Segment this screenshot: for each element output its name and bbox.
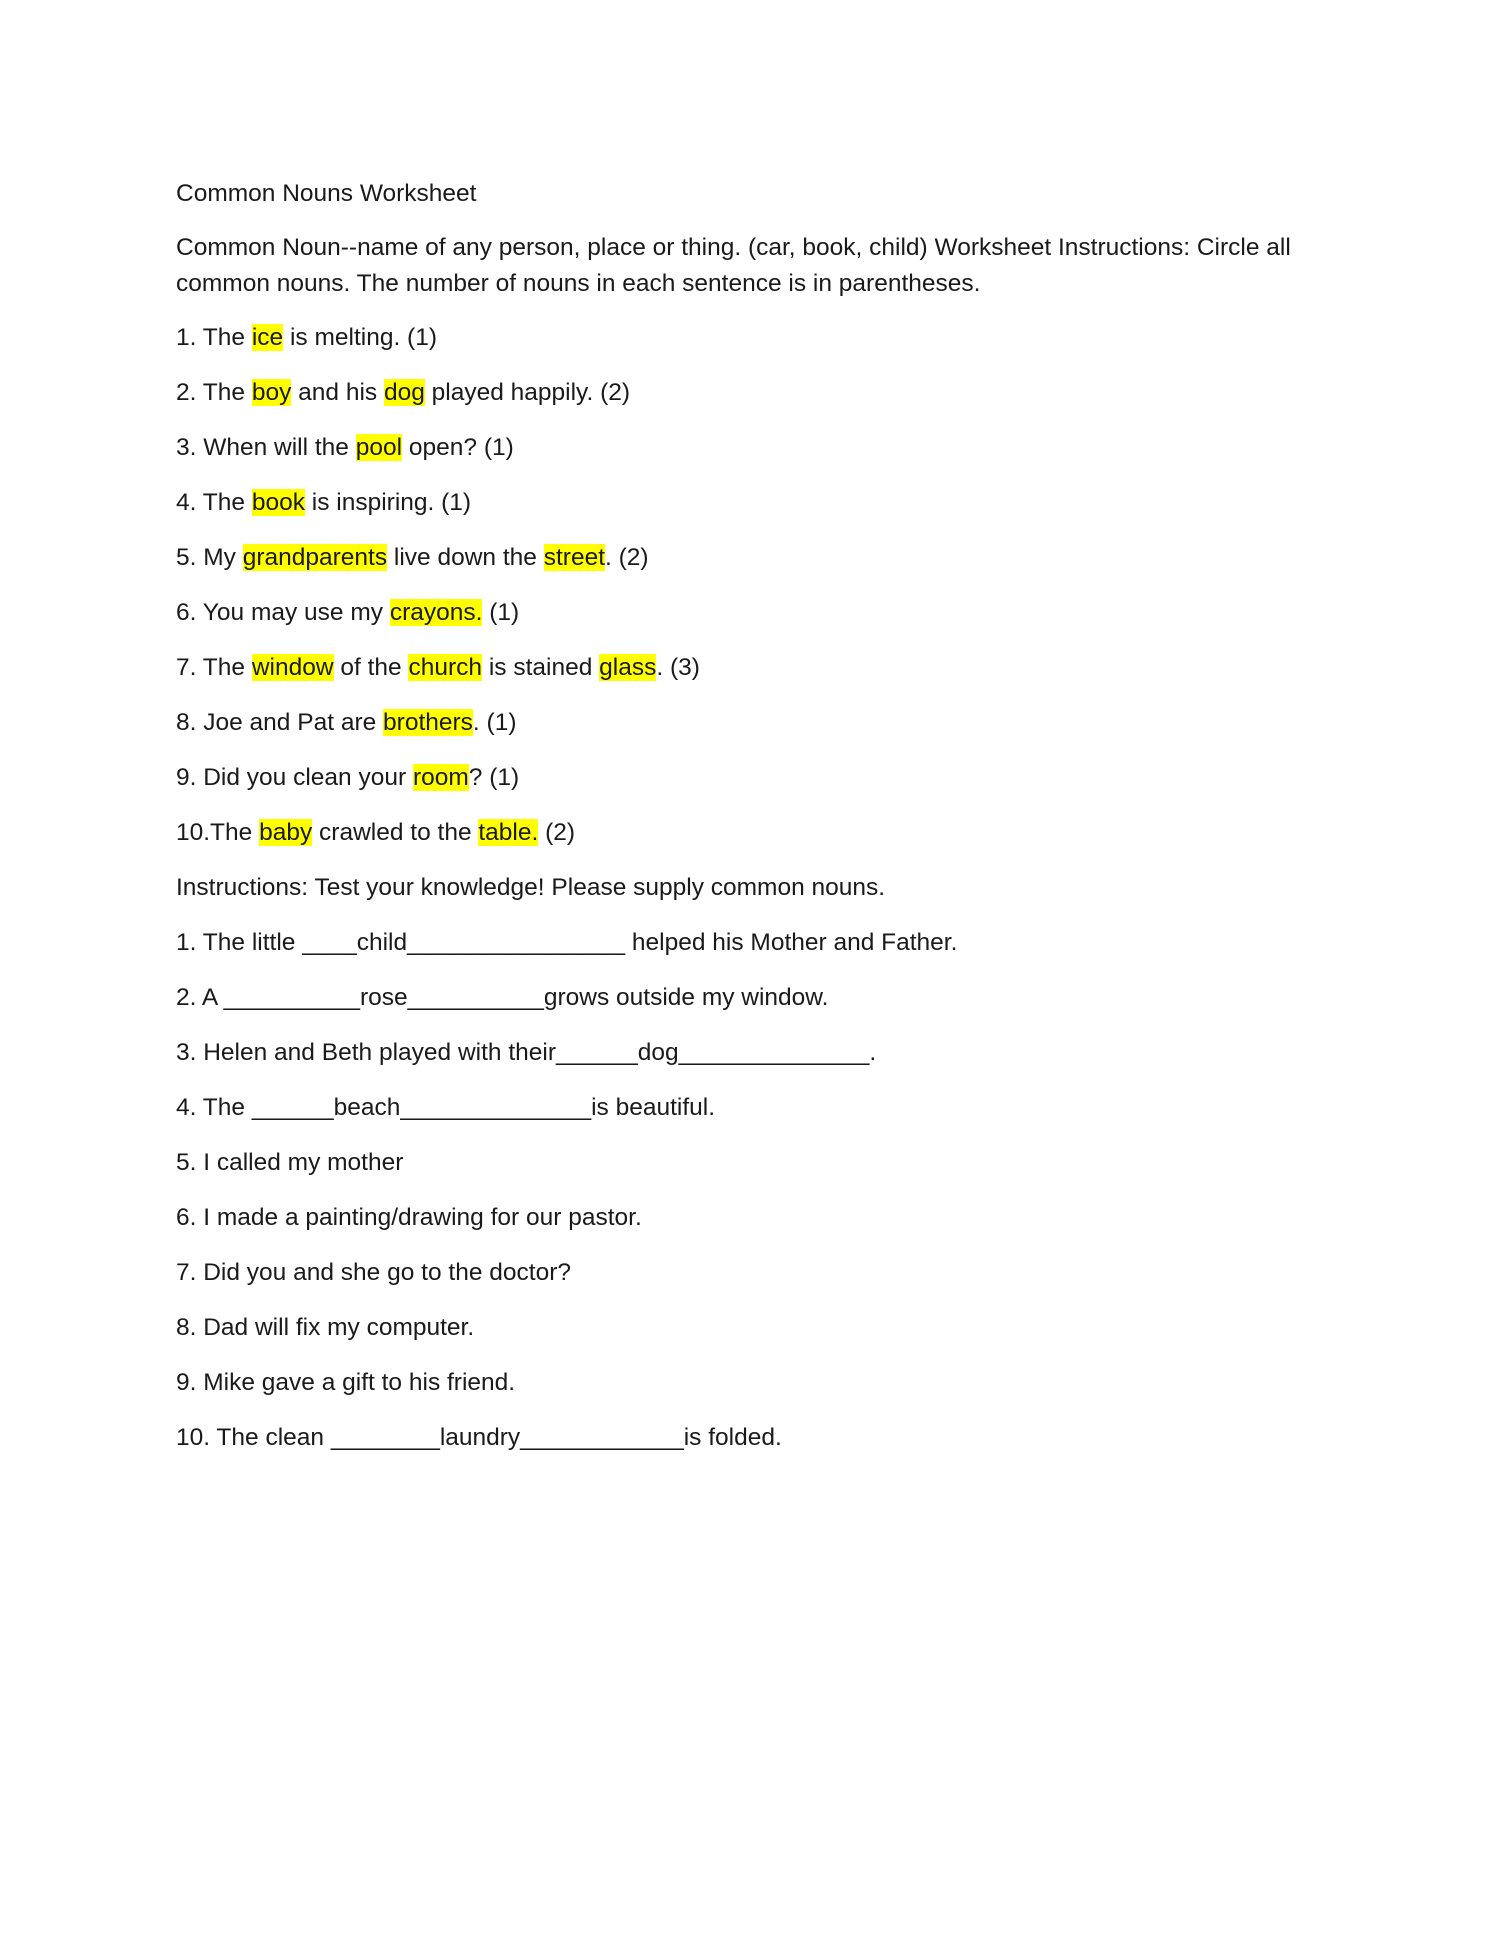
sentence-item xyxy=(176,430,1336,466)
fill-in-item: 5. I called my mother xyxy=(176,1149,404,1176)
fill-in-item: 1. The little ____child________________ helped his Mother and Father. xyxy=(176,929,958,956)
fill-in-item: 7. Did you and she go to the doctor? xyxy=(176,1259,571,1286)
fill-in-item: 10. The clean ________laundry____________is folded. xyxy=(176,1424,782,1451)
sentence-text: live down the xyxy=(387,544,544,571)
sentence-text: 5. My xyxy=(176,544,243,571)
sentence-item xyxy=(176,595,1336,631)
worksheet-content xyxy=(176,176,1336,1475)
fill-in-item: 3. Helen and Beth played with their______dog______________. xyxy=(176,1039,877,1066)
highlighted-noun: church xyxy=(408,654,483,681)
fill-in-item: 2. A __________rose__________grows outside my window. xyxy=(176,984,829,1011)
sentence-text: (2) xyxy=(538,819,576,846)
sentence-text: 6. You may use my xyxy=(176,599,390,626)
sentence-item xyxy=(176,485,1336,521)
highlighted-noun: table. xyxy=(478,819,539,846)
sentence-text: is melting. (1) xyxy=(283,324,437,351)
sentence-item xyxy=(176,375,1336,411)
sentence-item xyxy=(176,705,1336,741)
sentence-text: of the xyxy=(333,654,409,681)
worksheet-title: Common Nouns Worksheet xyxy=(176,180,477,207)
sentence-text: is stained xyxy=(482,654,600,681)
highlighted-noun: room xyxy=(412,764,469,791)
highlighted-noun: book xyxy=(251,489,305,516)
part1-list xyxy=(176,320,1336,851)
fill-in-item: 8. Dad will fix my computer. xyxy=(176,1314,475,1341)
sentence-text: 2. The xyxy=(176,379,252,406)
highlighted-noun: grandparents xyxy=(242,544,388,571)
highlighted-noun: glass xyxy=(599,654,657,681)
highlighted-noun: boy xyxy=(251,379,292,406)
part2-list xyxy=(176,925,1336,1456)
sentence-item xyxy=(176,815,1336,851)
sentence-text: 9. Did you clean your xyxy=(176,764,413,791)
sentence-text: open? (1) xyxy=(402,434,514,461)
fill-in-item: 9. Mike gave a gift to his friend. xyxy=(176,1369,516,1396)
fill-in-item: 6. I made a painting/drawing for our pastor. xyxy=(176,1204,642,1231)
highlighted-noun: dog xyxy=(383,379,425,406)
highlighted-noun: street xyxy=(543,544,606,571)
highlighted-noun: ice xyxy=(251,324,284,351)
highlighted-noun: crayons. xyxy=(389,599,483,626)
sentence-text: . (2) xyxy=(605,544,649,571)
sentence-item xyxy=(176,760,1336,796)
intro-paragraph: Common Noun--name of any person, place or thing. (car, book, child) Worksheet Instructions: Circle all common nouns. The number of nouns in each sentence is in parentheses. xyxy=(176,234,1298,297)
sentence-text: 1. The xyxy=(176,324,252,351)
sentence-text: . (1) xyxy=(472,709,517,736)
sentence-text: 10.The xyxy=(176,819,260,846)
sentence-item xyxy=(176,320,1336,356)
sentence-text: . (3) xyxy=(656,654,700,681)
sentence-text: crawled to the xyxy=(312,819,479,846)
sentence-text: is inspiring. (1) xyxy=(304,489,472,516)
sentence-text: played happily. (2) xyxy=(424,379,631,406)
highlighted-noun: baby xyxy=(259,819,313,846)
fill-in-item: 4. The ______beach______________is beautiful. xyxy=(176,1094,716,1121)
sentence-text: and his xyxy=(291,379,384,406)
sentence-item xyxy=(176,650,1336,686)
sentence-text: 4. The xyxy=(176,489,252,516)
sentence-text: (1) xyxy=(482,599,520,626)
sentence-text: 8. Joe and Pat are xyxy=(176,709,384,736)
highlighted-noun: pool xyxy=(355,434,403,461)
sentence-text: 7. The xyxy=(176,654,252,681)
highlighted-noun: brothers xyxy=(383,709,473,736)
sentence-text: ? (1) xyxy=(468,764,520,791)
highlighted-noun: window xyxy=(251,654,334,681)
instructions-part2: Instructions: Test your knowledge! Please supply common nouns. xyxy=(176,874,886,901)
sentence-text: 3. When will the xyxy=(176,434,356,461)
sentence-item xyxy=(176,540,1336,576)
